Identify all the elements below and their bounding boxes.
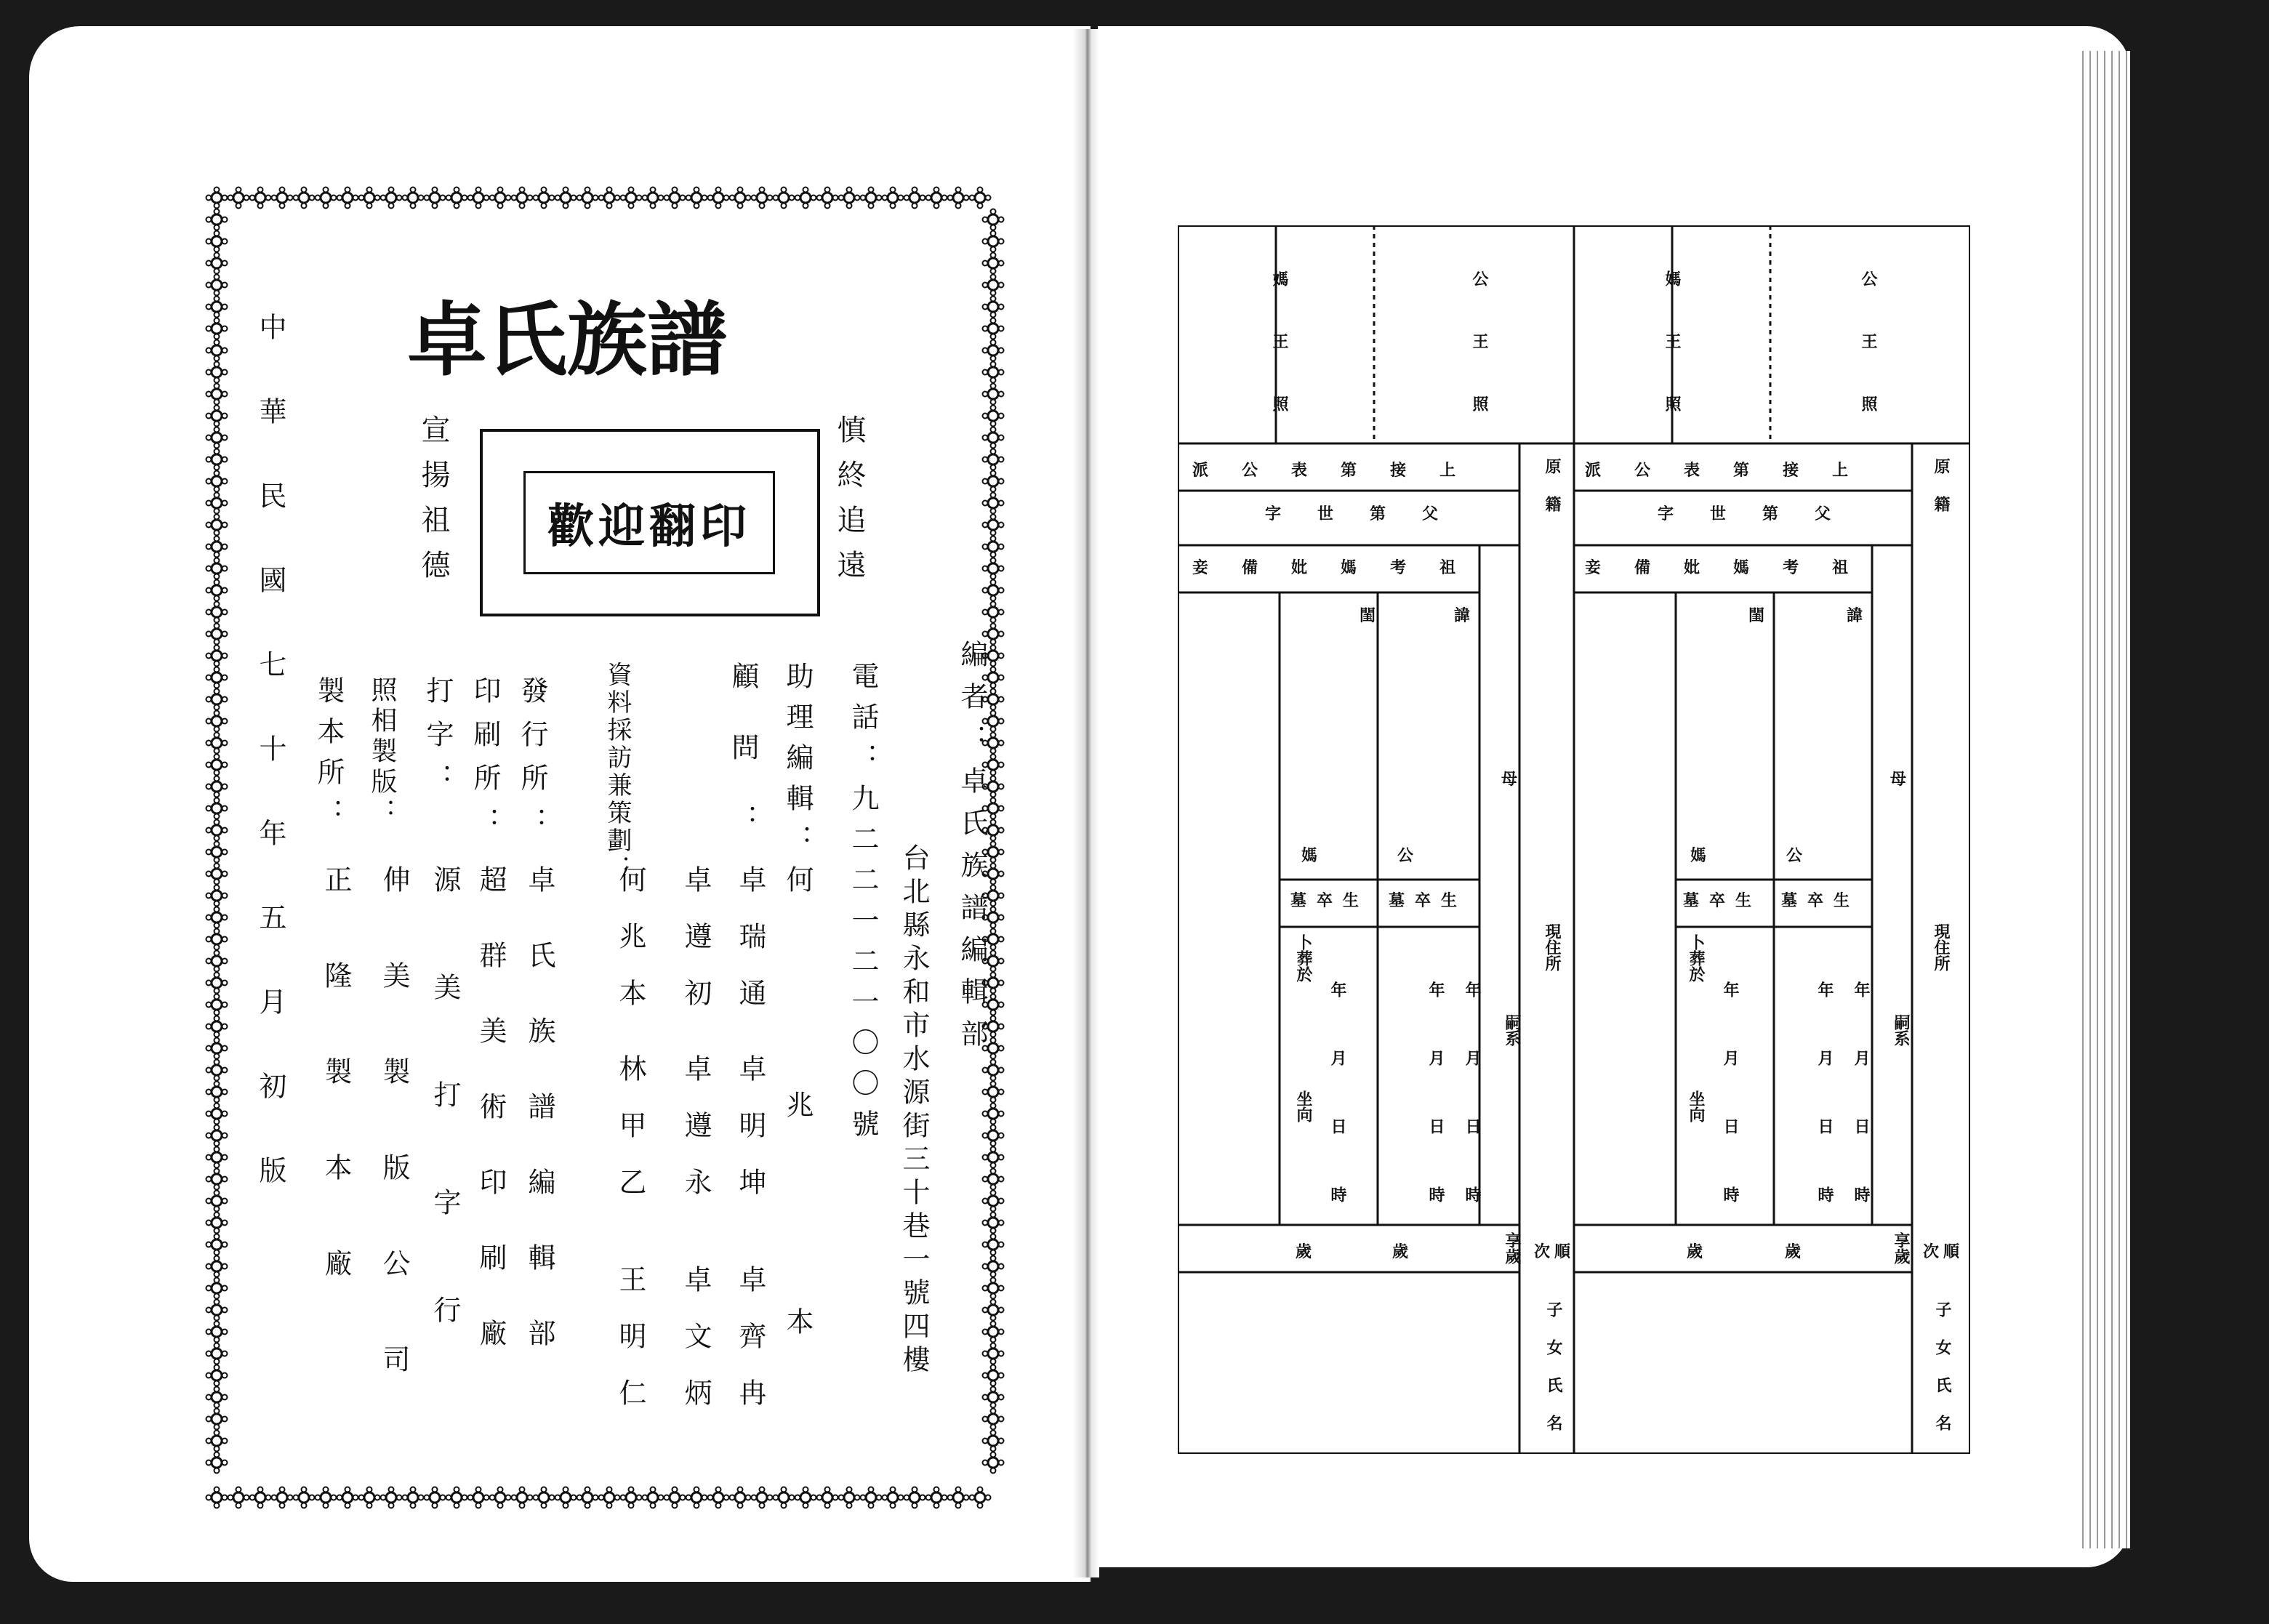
life-row-left-1: 墓卒生 — [1290, 891, 1370, 910]
ornament-knot — [983, 209, 1004, 230]
ornament-knot — [206, 318, 228, 339]
ornament-knot — [206, 929, 228, 950]
research-name-2: 林甲乙 — [614, 1054, 646, 1224]
ornament-knot — [206, 209, 228, 230]
life-row-right-1: 墓卒生 — [1683, 891, 1762, 910]
ornament-knot — [983, 253, 1004, 274]
ornament-knot — [272, 1487, 293, 1508]
advisor-name-4: 卓遵初 — [680, 865, 712, 1035]
ornament-knot — [752, 188, 773, 209]
heir-left: 嗣系 — [1503, 1014, 1522, 1046]
ornament-knot — [983, 1387, 1004, 1408]
ornament-knot — [861, 188, 882, 209]
ornament-knot — [983, 362, 1004, 383]
ornament-knot — [621, 1487, 642, 1508]
ornament-knot — [983, 1278, 1004, 1299]
ornament-knot — [730, 188, 751, 209]
age-enjoy-left: 享歲 — [1503, 1232, 1522, 1264]
ornament-knot — [206, 842, 228, 863]
ornament-knot — [206, 515, 228, 536]
ornament-knot — [206, 1147, 228, 1168]
ornament-knot — [206, 667, 228, 688]
ornament-knot — [730, 1487, 751, 1508]
ornament-knot — [206, 253, 228, 274]
residence-left: 現住所 — [1543, 923, 1562, 971]
ornament-knot — [861, 1487, 882, 1508]
ornament-knot — [206, 275, 228, 296]
ornament-knot — [206, 1060, 228, 1081]
ornament-knot — [983, 1409, 1004, 1430]
ornament-knot — [534, 188, 555, 209]
ornament-knot — [983, 449, 1004, 470]
ornament-knot — [206, 907, 228, 928]
original-label-2: 原籍 — [1932, 458, 1951, 534]
ornament-knot — [817, 1487, 838, 1508]
ornament-knot — [206, 536, 228, 558]
ornament-knot — [904, 188, 925, 209]
ornament-knot — [883, 188, 904, 209]
assistant-col: 助理編輯：何 — [782, 662, 814, 906]
ornament-knot — [206, 231, 228, 252]
order-left: 次順 — [1534, 1242, 1575, 1261]
ornament-knot — [206, 994, 228, 1016]
ornament-knot — [294, 1487, 315, 1508]
book-gutter — [1073, 29, 1099, 1577]
ornament-knot — [983, 427, 1004, 449]
ornament-knot — [795, 188, 816, 209]
ornament-knot — [983, 558, 1004, 579]
ornament-knot — [206, 1169, 228, 1190]
photo-cell-2: 公王照 — [1470, 270, 1489, 458]
ornament-knot — [206, 776, 228, 797]
ornament-knot — [983, 384, 1004, 405]
ornament-knot — [206, 1256, 228, 1277]
age-right-1: 歲 — [1687, 1242, 1703, 1261]
ornament-knot — [206, 362, 228, 383]
advisor-name-1: 卓瑞通 — [734, 865, 766, 1035]
ornament-knot — [512, 188, 533, 209]
ornament-knot — [686, 1487, 707, 1508]
ornament-knot — [206, 1300, 228, 1321]
ornament-knot — [272, 188, 293, 209]
ornament-knot — [359, 188, 380, 209]
ymd-col-5: 年月日時 — [1815, 981, 1834, 1255]
ornament-knot — [468, 188, 489, 209]
ornament-knot — [316, 1487, 337, 1508]
ornament-knot — [774, 188, 795, 209]
ornament-knot — [983, 1256, 1004, 1277]
ornament-knot — [206, 427, 228, 449]
assistant-name: 兆本 — [782, 1090, 814, 1524]
editor-col: 編者：卓氏族譜編輯部 — [956, 640, 988, 1061]
facing-left: 坐向 — [1294, 1090, 1313, 1122]
ornament-knot — [206, 798, 228, 819]
ornament-knot — [983, 536, 1004, 558]
ornament-knot — [686, 188, 707, 209]
ornament-knot — [883, 1487, 904, 1508]
page-title: 卓氏族譜 — [407, 293, 727, 387]
ornament-knot — [643, 188, 664, 209]
ornament-knot — [206, 689, 228, 710]
ornament-knot — [534, 1487, 555, 1508]
ornament-knot — [839, 1487, 860, 1508]
burial-left: 卜葬於 — [1294, 934, 1313, 982]
ornament-knot — [904, 1487, 925, 1508]
ornament-knot — [512, 1487, 533, 1508]
research-name-3: 王明仁 — [614, 1265, 646, 1435]
ornament-knot — [577, 188, 598, 209]
phone-col: 電話：九二二一二一〇〇號 — [847, 662, 879, 1150]
ornament-knot — [228, 188, 249, 209]
ornament-knot — [294, 188, 315, 209]
ornament-knot — [206, 646, 228, 667]
ornament-knot — [206, 1104, 228, 1125]
ornament-knot — [316, 188, 337, 209]
age-right-2: 歲 — [1785, 1242, 1802, 1261]
ymd-col-4: 年月日時 — [1721, 981, 1740, 1255]
photo-name: 伸美製版公司 — [378, 865, 410, 1441]
order-right: 次順 — [1923, 1242, 1964, 1261]
ornament-knot — [206, 1191, 228, 1212]
ornament-knot — [599, 188, 620, 209]
ornament-knot — [206, 449, 228, 470]
ornament-knot — [983, 515, 1004, 536]
ornament-knot — [206, 711, 228, 732]
printer-label: 印刷所： — [469, 676, 501, 851]
ymd-col-3: 年月日時 — [1463, 981, 1482, 1255]
ornament-knot — [983, 1365, 1004, 1386]
ornament-knot — [983, 1104, 1004, 1125]
ornament-knot — [206, 1234, 228, 1255]
ornament-knot — [599, 1487, 620, 1508]
advisor-name-3: 卓齊冉 — [734, 1265, 766, 1435]
ornament-knot — [983, 1234, 1004, 1255]
ornament-knot — [206, 951, 228, 972]
ornament-knot — [708, 1487, 729, 1508]
ornament-knot — [206, 1431, 228, 1452]
ornament-knot — [228, 1487, 249, 1508]
mother-right: 母 — [1890, 770, 1907, 789]
ornament-knot — [983, 1300, 1004, 1321]
ornament-knot — [381, 188, 402, 209]
typeset-name: 源美打字行 — [429, 865, 461, 1403]
ornament-knot — [983, 1213, 1004, 1234]
ornament-knot — [468, 1487, 489, 1508]
ornament-knot — [643, 1487, 664, 1508]
ornament-knot — [337, 188, 358, 209]
ymd-col-1: 年月日時 — [1328, 981, 1347, 1255]
printer-name: 超群美術印刷廠 — [475, 865, 507, 1394]
ornament-knot — [948, 1487, 969, 1508]
advisor-name-2: 卓明坤 — [734, 1054, 766, 1224]
photo-cell-1: 媽王照 — [1270, 270, 1289, 458]
boudoir-right: 閨 — [1748, 606, 1765, 625]
ornament-knot — [983, 493, 1004, 514]
ornament-knot — [983, 1082, 1004, 1103]
ornament-knot — [359, 1487, 380, 1508]
ornament-knot — [206, 406, 228, 427]
ornament-knot — [206, 973, 228, 994]
ornament-knot — [983, 340, 1004, 361]
ornament-knot — [206, 1322, 228, 1343]
ornament-knot — [983, 275, 1004, 296]
ornament-knot — [983, 1125, 1004, 1146]
age-left-1: 歲 — [1296, 1242, 1312, 1261]
advisor-label: 顧問： — [727, 662, 759, 875]
ornament-knot — [206, 755, 228, 776]
ornament-knot — [425, 188, 446, 209]
ymd-col-6: 年月日時 — [1852, 981, 1871, 1255]
ornament-knot — [206, 340, 228, 361]
age-left-2: 歲 — [1392, 1242, 1409, 1261]
original-label-1: 原籍 — [1543, 458, 1562, 534]
husband-wife-right: 媽公 — [1690, 846, 1883, 865]
advisor-name-5: 卓遵永 — [680, 1054, 712, 1224]
ornament-knot — [983, 602, 1004, 623]
ornament-knot — [983, 1191, 1004, 1212]
ornament-knot — [250, 1487, 271, 1508]
husband-wife-left: 媽公 — [1301, 846, 1494, 865]
ornament-knot — [983, 1452, 1004, 1474]
ornament-knot — [206, 602, 228, 623]
research-label: 資料採訪兼策劃： — [603, 662, 632, 883]
ornament-knot — [206, 471, 228, 492]
ornament-knot — [206, 580, 228, 601]
publisher-label: 發行所： — [516, 676, 548, 851]
ornament-knot — [970, 188, 991, 209]
page-edge — [2079, 51, 2130, 1548]
residence-right: 現住所 — [1932, 923, 1951, 971]
ornament-knot — [983, 580, 1004, 601]
ornament-knot — [490, 1487, 511, 1508]
ornament-knot — [206, 1082, 228, 1103]
ornament-knot — [206, 1387, 228, 1408]
heir-right: 嗣系 — [1892, 1014, 1911, 1046]
ornament-knot — [983, 318, 1004, 339]
ornament-knot — [206, 384, 228, 405]
grand-row-left: 妾備妣媽考祖 — [1192, 558, 1490, 577]
ornament-knot — [381, 1487, 402, 1508]
ornament-knot — [621, 188, 642, 209]
age-enjoy-right: 享歲 — [1892, 1232, 1911, 1264]
ornament-knot — [206, 1016, 228, 1037]
address-col: 台北縣永和市水源街三十巷一號四樓 — [898, 843, 930, 1378]
ornament-knot — [206, 1343, 228, 1364]
ornament-knot — [490, 188, 511, 209]
slogan-right: 慎終追遠 — [832, 414, 866, 595]
ornament-knot — [664, 188, 686, 209]
generation-row-right: 字世第父 — [1658, 505, 1868, 523]
ornament-knot — [983, 231, 1004, 252]
typeset-label: 打字： — [422, 676, 454, 807]
ornament-knot — [403, 1487, 424, 1508]
boudoir-left: 閨 — [1360, 606, 1376, 625]
ornament-knot — [206, 1038, 228, 1059]
ornament-knot — [983, 406, 1004, 427]
children-right: 子女氏名 — [1933, 1301, 1952, 1452]
generation-row-left: 字世第父 — [1265, 505, 1475, 523]
ornament-knot — [446, 1487, 467, 1508]
ornament-knot — [983, 297, 1004, 318]
row-top-left: 派公表第接上 — [1192, 461, 1490, 480]
ornament-knot — [206, 820, 228, 841]
date-col: 中華民國七十年五月初版 — [254, 313, 286, 1240]
life-row-right-2: 墓卒生 — [1781, 891, 1860, 910]
ornament-knot — [983, 471, 1004, 492]
binding-name: 正隆製本廠 — [320, 865, 352, 1345]
ornament-knot — [403, 188, 424, 209]
ornament-knot — [446, 188, 467, 209]
ornament-knot — [206, 733, 228, 754]
binding-label: 製本所： — [313, 676, 345, 839]
tabu-right: 諱 — [1847, 606, 1863, 625]
ornament-knot — [926, 188, 947, 209]
slogan-left: 宣揚祖德 — [417, 414, 450, 595]
ornament-knot — [206, 1452, 228, 1474]
ornament-knot — [839, 188, 860, 209]
ornament-knot — [577, 1487, 598, 1508]
ornament-knot — [337, 1487, 358, 1508]
tabu-left: 諱 — [1454, 606, 1471, 625]
ornament-knot — [983, 1060, 1004, 1081]
ornament-knot — [948, 188, 969, 209]
ornament-knot — [206, 1278, 228, 1299]
children-left: 子女氏名 — [1544, 1301, 1563, 1452]
publisher-name: 卓氏族譜編輯部 — [523, 865, 555, 1394]
ornament-knot — [926, 1487, 947, 1508]
advisor-name-6: 卓文炳 — [680, 1265, 712, 1435]
ornament-knot — [206, 1213, 228, 1234]
burial-right: 卜葬於 — [1687, 934, 1706, 982]
ornament-knot — [206, 1409, 228, 1430]
ornament-knot — [206, 493, 228, 514]
ymd-col-2: 年月日時 — [1426, 981, 1445, 1255]
ornament-knot — [425, 1487, 446, 1508]
ornament-knot — [250, 188, 271, 209]
ornament-knot — [708, 188, 729, 209]
life-row-left-2: 墓卒生 — [1389, 891, 1468, 910]
ornament-knot — [983, 1322, 1004, 1343]
mother-left: 母 — [1501, 770, 1518, 789]
ornament-knot — [206, 1125, 228, 1146]
row-top-right: 派公表第接上 — [1585, 461, 1882, 480]
ornament-knot — [752, 1487, 773, 1508]
grand-row-right: 妾備妣媽考祖 — [1585, 558, 1882, 577]
ornament-knot — [983, 1343, 1004, 1364]
welcome-stamp: 歡迎翻印 — [523, 471, 775, 574]
facing-right: 坐向 — [1687, 1090, 1706, 1122]
ornament-knot — [970, 1487, 991, 1508]
ornament-knot — [206, 1487, 228, 1508]
ornament-knot — [206, 297, 228, 318]
ornament-knot — [206, 1365, 228, 1386]
ornament-knot — [206, 864, 228, 885]
ornament-knot — [983, 1147, 1004, 1168]
ornament-knot — [983, 1431, 1004, 1452]
ornament-knot — [664, 1487, 686, 1508]
ornament-knot — [555, 1487, 577, 1508]
ornament-knot — [983, 1169, 1004, 1190]
photo-label: 照相製版： — [367, 676, 397, 829]
ornament-knot — [555, 188, 577, 209]
ornament-knot — [817, 188, 838, 209]
ornament-knot — [206, 558, 228, 579]
ornament-knot — [206, 885, 228, 907]
photo-cell-4: 公王照 — [1859, 270, 1878, 458]
ornament-knot — [206, 624, 228, 645]
ornament-knot — [206, 188, 228, 209]
genealogy-form — [1178, 225, 1970, 1454]
photo-cell-3: 媽王照 — [1663, 270, 1682, 458]
research-name-1: 何兆本 — [614, 865, 646, 1035]
